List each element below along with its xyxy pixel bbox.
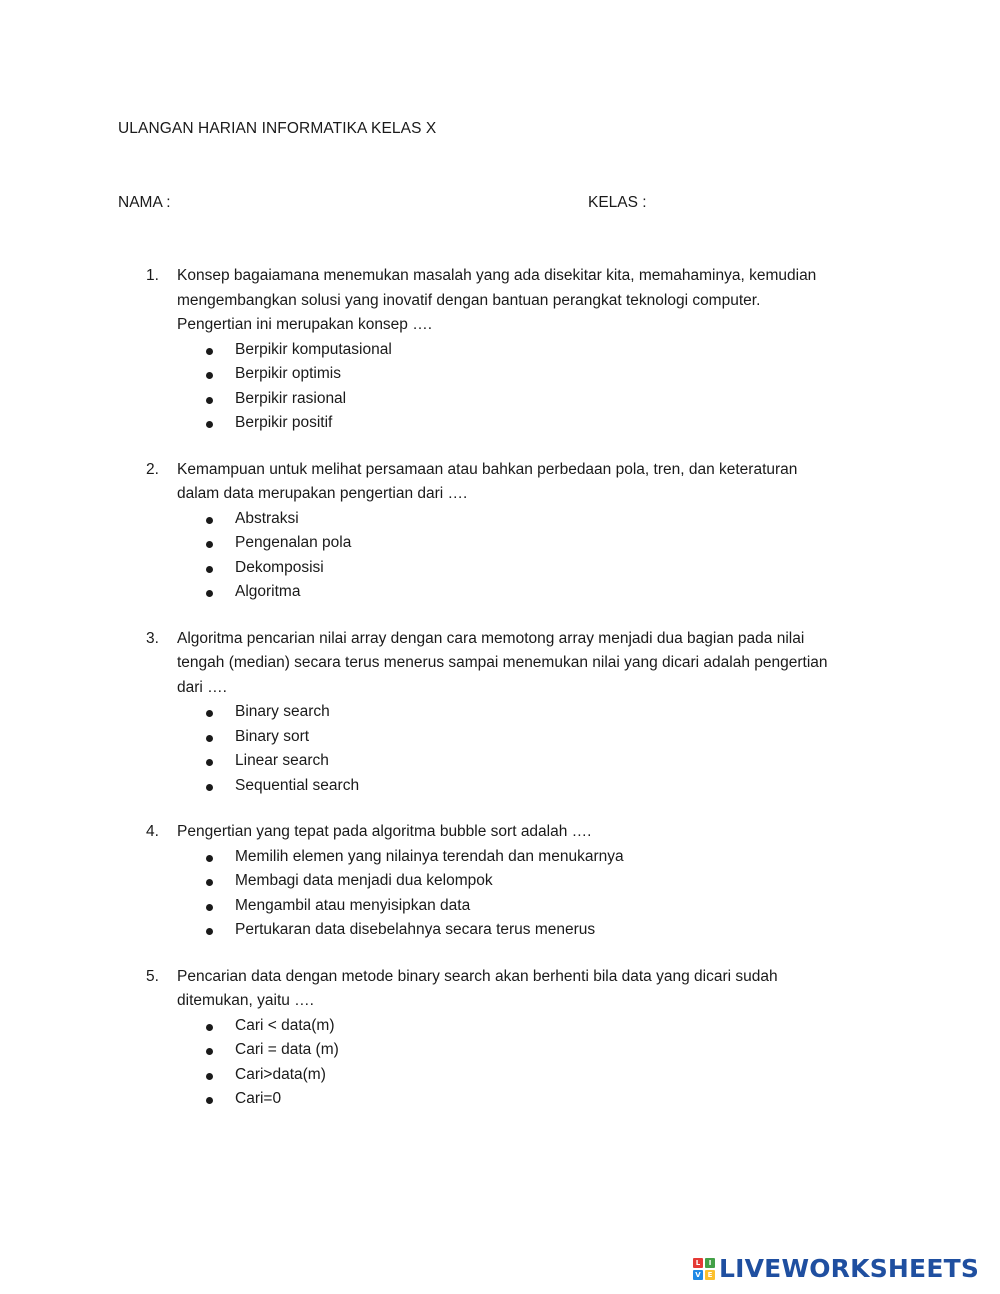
answer-option-label: Cari < data(m) (235, 1016, 335, 1034)
question-text-line: Algoritma pencarian nilai array dengan cara memotong array menjadi dua bagian pada nilai (177, 629, 805, 647)
answer-option-label: Abstraksi (235, 509, 299, 527)
name-field-label: NAMA : (118, 194, 171, 211)
answer-option[interactable] (235, 411, 886, 436)
question-text-line: Pengertian ini merupakan konsep …. (177, 316, 433, 333)
answer-option-label: Cari=0 (235, 1090, 282, 1107)
liveworksheets-brand[interactable] (693, 1254, 979, 1284)
answer-option[interactable] (235, 725, 886, 750)
bullet-icon (206, 517, 213, 524)
bullet-icon (206, 928, 213, 935)
answer-options (177, 700, 886, 798)
answer-option-label: Cari = data (m) (235, 1041, 339, 1058)
bullet-icon (206, 1024, 213, 1031)
answer-option-label: Berpikir komputasional (235, 340, 392, 358)
answer-option-label: Pengenalan pola (235, 534, 352, 551)
liveworksheets-logo-icon (693, 1258, 715, 1280)
question-text-line: Pencarian data dengan metode binary search akan berhenti bila data yang dicari sudah (177, 967, 778, 985)
answer-option[interactable] (235, 1063, 886, 1088)
question-number: 1. (146, 267, 159, 284)
bullet-icon (206, 1073, 213, 1080)
answer-option[interactable] (235, 1087, 886, 1112)
bullet-icon (206, 855, 213, 862)
bullet-icon (206, 710, 213, 717)
question-text-line: Kemampuan untuk melihat persamaan atau bahkan perbedaan pola, tren, dan keteraturan (177, 460, 798, 478)
answer-option[interactable] (235, 845, 886, 870)
question-text-line: dari …. (177, 678, 227, 696)
bullet-icon (206, 784, 213, 791)
bullet-icon (206, 541, 213, 548)
question-1 (146, 264, 886, 436)
bullet-icon (206, 1097, 213, 1104)
bullet-icon (206, 735, 213, 742)
bullet-icon (206, 372, 213, 379)
question-list (146, 264, 886, 1134)
answer-option[interactable] (235, 338, 886, 363)
logo-cell: E (705, 1270, 715, 1280)
answer-option[interactable] (235, 1038, 886, 1063)
question-5 (146, 965, 886, 1112)
answer-options (177, 507, 886, 605)
answer-option[interactable] (235, 580, 886, 605)
question-number: 3. (146, 629, 159, 647)
answer-option[interactable] (235, 531, 886, 556)
bullet-icon (206, 348, 213, 355)
answer-option-label: Pertukaran data disebelahnya secara terus menerus (235, 921, 596, 938)
logo-cell: I (705, 1258, 715, 1268)
answer-option-label: Binary search (235, 703, 330, 720)
answer-option-label: Berpikir positif (235, 414, 333, 431)
answer-option[interactable] (235, 387, 886, 412)
class-field-label: KELAS : (588, 194, 647, 211)
answer-option-label: Berpikir rasional (235, 389, 347, 407)
answer-option-label: Linear search (235, 752, 329, 769)
bullet-icon (206, 590, 213, 597)
answer-option-label: Binary sort (235, 727, 310, 745)
answer-option-label: Cari>data(m) (235, 1065, 326, 1083)
bullet-icon (206, 904, 213, 911)
question-3 (146, 627, 886, 799)
question-4 (146, 820, 886, 943)
answer-option[interactable] (235, 507, 886, 532)
question-2 (146, 458, 886, 605)
worksheet-title: ULANGAN HARIAN INFORMATIKA KELAS X (118, 120, 437, 137)
question-number: 4. (146, 823, 159, 840)
answer-option-label: Dekomposisi (235, 558, 324, 576)
logo-cell: L (693, 1258, 703, 1268)
bullet-icon (206, 566, 213, 573)
answer-option[interactable] (235, 362, 886, 387)
question-text-line: Pengertian yang tepat pada algoritma bubble sort adalah …. (177, 823, 592, 840)
answer-options (177, 845, 886, 943)
question-text-line: ditemukan, yaitu …. (177, 992, 314, 1009)
answer-option[interactable] (235, 894, 886, 919)
answer-option[interactable] (235, 774, 886, 799)
answer-option-label: Memilih elemen yang nilainya terendah dan menukarnya (235, 847, 624, 865)
answer-option-label: Mengambil atau menyisipkan data (235, 896, 471, 914)
question-number: 5. (146, 967, 159, 985)
bullet-icon (206, 397, 213, 404)
brand-name: LIVEWORKSHEETS (719, 1254, 980, 1283)
answer-option[interactable] (235, 749, 886, 774)
question-number: 2. (146, 460, 159, 478)
bullet-icon (206, 1048, 213, 1055)
bullet-icon (206, 421, 213, 428)
question-text-line: tengah (median) secara terus menerus sampai menemukan nilai yang dicari adalah pengertian (177, 654, 828, 671)
answer-options (177, 1014, 886, 1112)
answer-options (177, 338, 886, 436)
answer-option[interactable] (235, 869, 886, 894)
answer-option[interactable] (235, 918, 886, 943)
question-text-line: mengembangkan solusi yang inovatif dengan bantuan perangkat teknologi computer. (177, 291, 761, 309)
answer-option-label: Membagi data menjadi dua kelompok (235, 872, 493, 889)
answer-option-label: Berpikir optimis (235, 365, 341, 382)
answer-option[interactable] (235, 556, 886, 581)
logo-cell: V (693, 1270, 703, 1280)
answer-option[interactable] (235, 700, 886, 725)
question-text-line: dalam data merupakan pengertian dari …. (177, 485, 468, 502)
bullet-icon (206, 759, 213, 766)
answer-option[interactable] (235, 1014, 886, 1039)
bullet-icon (206, 879, 213, 886)
question-text-line: Konsep bagaiamana menemukan masalah yang ada disekitar kita, memahaminya, kemudian (177, 267, 817, 284)
answer-option-label: Algoritma (235, 583, 301, 600)
answer-option-label: Sequential search (235, 776, 360, 794)
